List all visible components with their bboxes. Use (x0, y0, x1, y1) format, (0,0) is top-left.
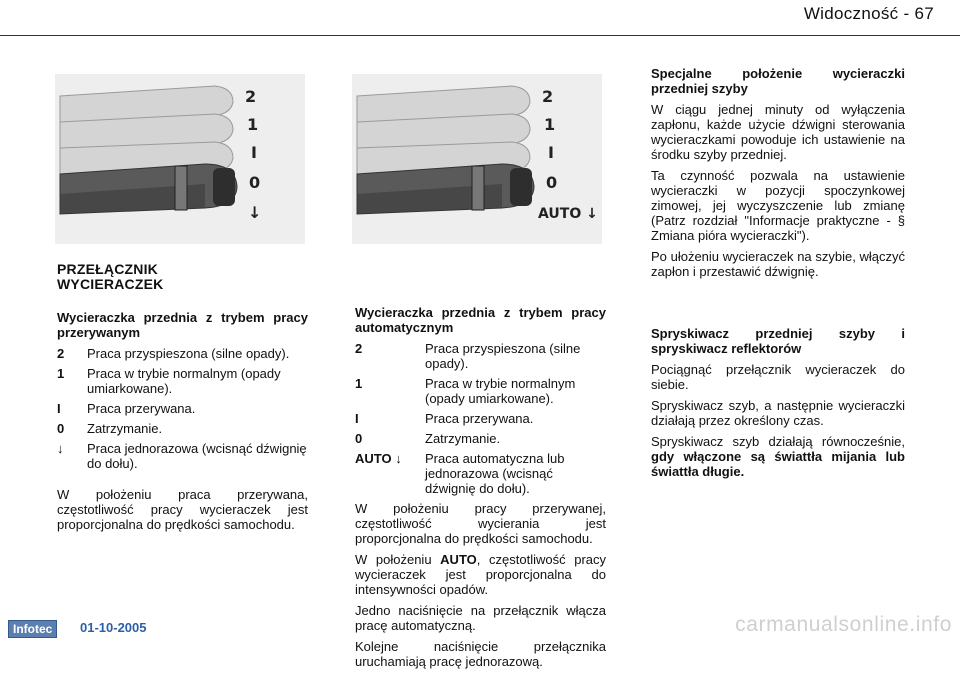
definition-key: 1 (355, 376, 363, 391)
definition-item (355, 341, 606, 371)
definition-item (57, 366, 308, 396)
definition-text: Praca przerywana. (87, 401, 196, 416)
headlamp-condition: gdy włączone są świattła mijania lub świattła długie. (651, 449, 905, 479)
definition-text: Praca w trybie normalnym (opady umiarkowane). (87, 366, 281, 396)
definition-item (355, 451, 606, 496)
stalk-label-2: 2 (542, 87, 554, 106)
definition-text: Praca przyspieszona (silne opady). (87, 346, 290, 361)
washer-paragraph-3: Spryskiwacz szyb działają równocześnie, gdy włączone są świattła mijania lub świattła długie. (651, 434, 905, 479)
special-position-paragraph-1: W ciągu jednej minuty od wyłączenia zapłonu, każde użycie dźwigni sterowania wycieraczkami powoduje ich ustawienie na środku szyby przedniej. (651, 102, 905, 162)
auto-keyword: AUTO (440, 552, 477, 567)
definition-item (355, 431, 606, 446)
intermittent-heading: Wycieraczka przednia z trybem pracy przerywanym (57, 310, 308, 340)
footer-date: 01-10-2005 (80, 620, 147, 635)
definition-item (57, 421, 308, 436)
definition-key: AUTO ↓ (355, 451, 402, 466)
stalk-label-2: 2 (245, 87, 257, 106)
stalk-label-0: 0 (249, 173, 261, 192)
definition-text: Praca w trybie normalnym (opady umiarkowane). (425, 376, 576, 406)
automatic-paragraph-2: W położeniu AUTO, częstotliwość pracy wycieraczek jest proporcjonalna do intensywności opadów. (355, 552, 606, 597)
definition-text: Praca automatyczna lub jednorazowa (wcisnąć dźwignię do dołu). (425, 451, 565, 496)
definition-text: Praca przerywana. (425, 411, 534, 426)
wiper-stalk-figure-intermittent (55, 74, 305, 244)
washer-heading: Spryskiwacz przedniej szyby i spryskiwacz reflektorów (651, 326, 905, 356)
washer-paragraph-2: Spryskiwacz szyb, a następnie wycieraczki działają przez określony czas. (651, 398, 905, 428)
definition-key: I (57, 401, 61, 416)
stalk-label-1: 1 (544, 115, 556, 134)
middle-column (355, 305, 606, 675)
definition-item (355, 411, 606, 426)
definition-key: 0 (57, 421, 65, 436)
watermark: carmanualsonline.info (735, 613, 952, 636)
stalk-label-intermittent: I (548, 143, 554, 162)
section-title: PRZEŁĄCZNIK WYCIERACZEK (57, 261, 164, 292)
washer-paragraph-1: Pociągnąć przełącznik wycieraczek do siebie. (651, 362, 905, 392)
special-position-paragraph-3: Po ułożeniu wycieraczek na szybie, włączyć zapłon i przestawić dźwignię. (651, 249, 905, 279)
definition-item (57, 346, 308, 361)
definition-item (57, 401, 308, 416)
automatic-heading: Wycieraczka przednia z trybem pracy automatycznym (355, 305, 606, 335)
definition-key: 1 (57, 366, 65, 381)
stalk-label-single-wipe: ↓ (248, 203, 262, 222)
definition-key: 0 (355, 431, 363, 446)
washer-section (651, 326, 905, 485)
left-column (57, 310, 308, 538)
definition-text: Zatrzymanie. (87, 421, 163, 436)
page-title: Widoczność - 67 (803, 4, 934, 23)
special-position-heading: Specjalne położenie wycieraczki przedniej szyby (651, 66, 905, 96)
definition-key: I (355, 411, 359, 426)
stalk-label-0: 0 (546, 173, 558, 192)
infotec-logo: Infotec (8, 620, 57, 638)
definition-key: 2 (57, 346, 65, 361)
special-position-paragraph-2: Ta czynność pozwala na ustawienie wycieraczki w pozycji spoczynkowej zimowej, jej wyczyszczenie lub zmianę (Patrz rozdział "Informacje praktyczne - § Zmiana pióra wycieraczki"). (651, 168, 905, 243)
definition-text: Zatrzymanie. (425, 431, 501, 446)
right-column (651, 66, 905, 285)
header-divider (0, 35, 960, 36)
definition-key: 2 (355, 341, 363, 356)
automatic-paragraph-3: Jedno naciśnięcie na przełącznik włącza pracę automatyczną. (355, 603, 606, 633)
stalk-label-1: 1 (247, 115, 259, 134)
stalk-label-auto: AUTO ↓ (538, 206, 598, 222)
automatic-paragraph-1: W położeniu pracy przerywanej, częstotliwość wycierania jest proporcjonalna do prędkości samochodu. (355, 501, 606, 546)
definition-text: Praca jednorazowa (wcisnąć dźwignię do dołu). (87, 441, 307, 471)
wiper-stalk-figure-automatic (352, 74, 602, 244)
stalk-label-intermittent: I (251, 143, 257, 162)
definition-item (355, 376, 606, 406)
intermittent-paragraph: W położeniu praca przerywana, częstotliwość pracy wycieraczek jest proporcjonalna do prędkości samochodu. (57, 487, 308, 532)
automatic-paragraph-4: Kolejne naciśnięcie przełącznika uruchamiają pracę jednorazową. (355, 639, 606, 669)
definition-text: Praca przyspieszona (silne opady). (425, 341, 581, 371)
definition-item (57, 441, 308, 471)
definition-key: ↓ (57, 441, 64, 456)
